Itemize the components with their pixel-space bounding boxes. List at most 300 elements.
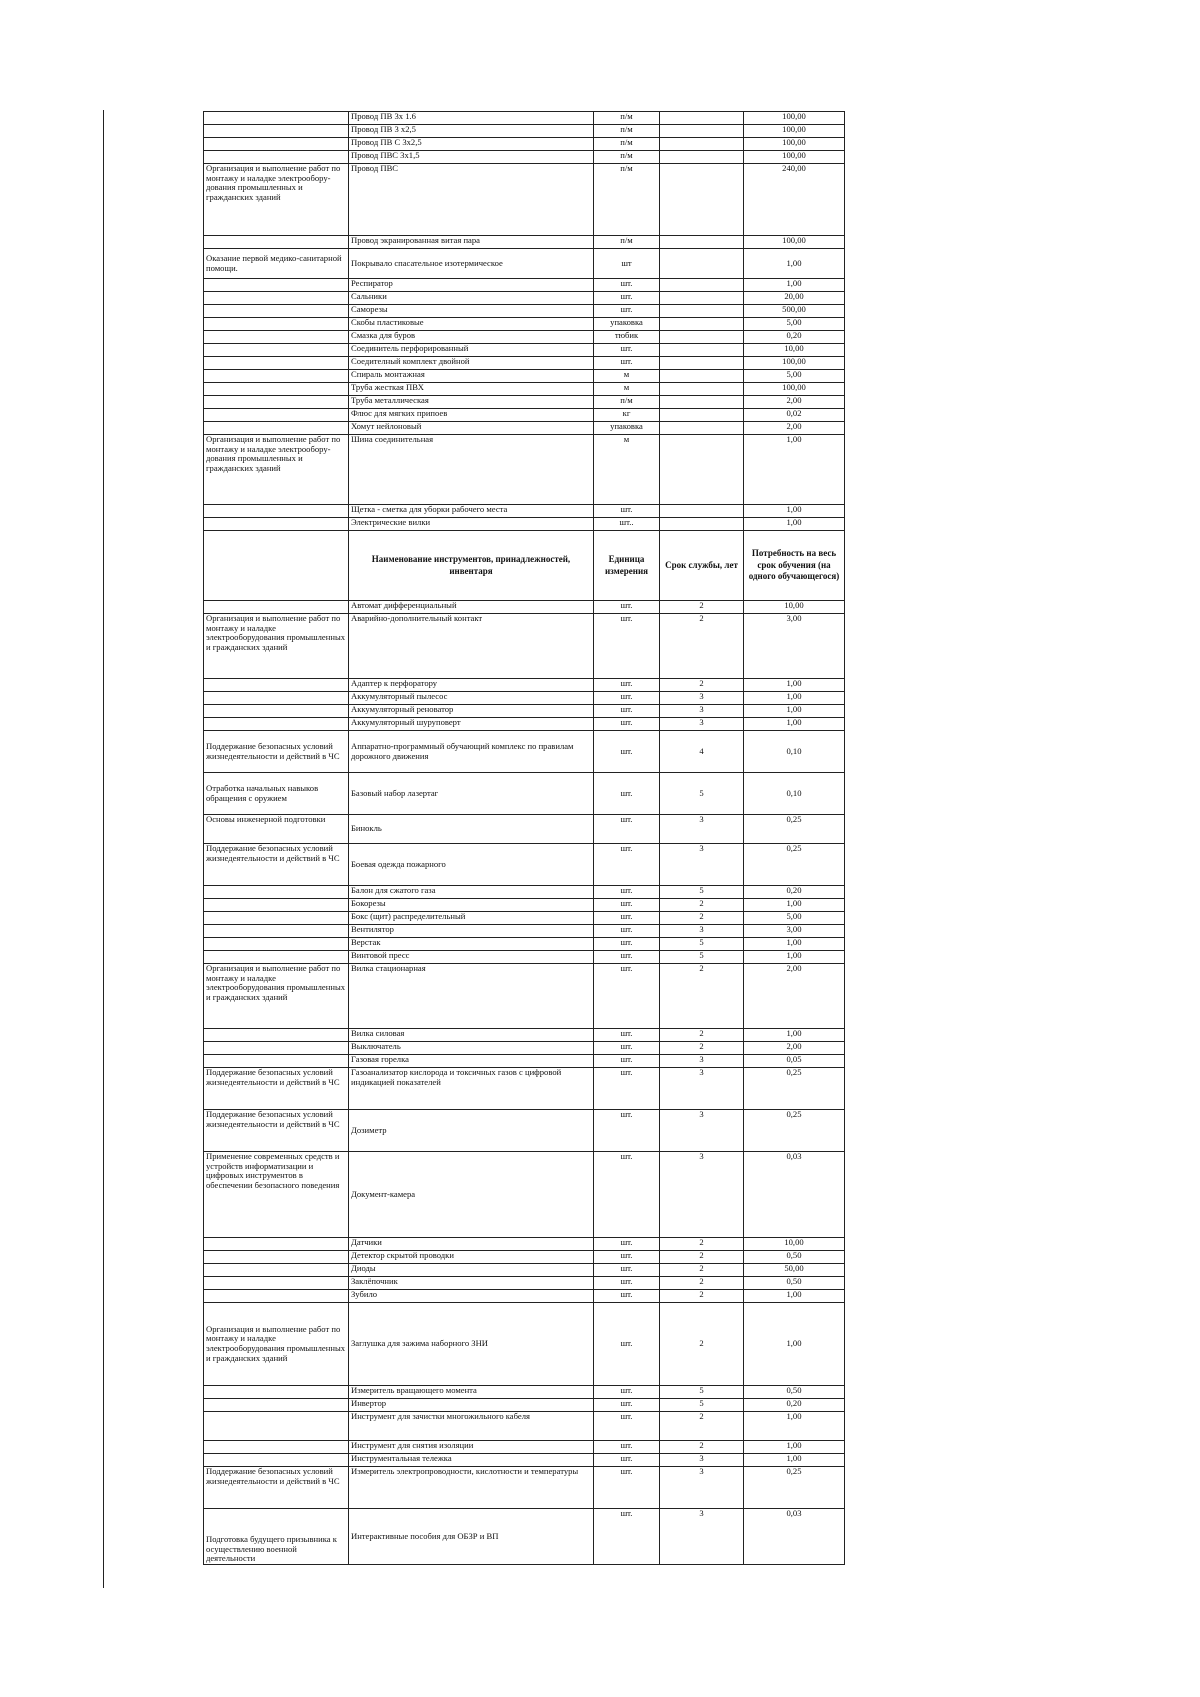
- cell-item-name: Диоды: [349, 1264, 594, 1277]
- cell-service-life: 3: [660, 815, 744, 844]
- table-row: [204, 718, 845, 731]
- cell-unit: шт.: [594, 1467, 660, 1509]
- cell-item-name: Интерактивные пособия для ОБЗР и ВП: [349, 1509, 594, 1565]
- cell-quantity: 0,20: [744, 886, 845, 899]
- page-margin-line: [103, 110, 104, 1588]
- cell-service-life: [660, 318, 744, 331]
- cell-unit: м: [594, 383, 660, 396]
- cell-activity-area: [204, 1290, 349, 1303]
- cell-item-name: Спираль монтажная: [349, 370, 594, 383]
- cell-activity-area: Организация и выполнение работ по монтажу и наладке электрооборудования промышленных и гражданских зданий: [204, 1303, 349, 1386]
- cell-item-name: Аккумуляторный шуруповерт: [349, 718, 594, 731]
- cell-activity-area: [204, 1441, 349, 1454]
- cell-activity-area: Поддержание безопасных условий жизнедеятельности и действий в ЧС: [204, 844, 349, 886]
- cell-quantity: 1,00: [744, 692, 845, 705]
- cell-activity-area: [204, 370, 349, 383]
- cell-unit: шт.: [594, 1399, 660, 1412]
- table-row: [204, 1055, 845, 1068]
- cell-activity-area: [204, 1055, 349, 1068]
- cell-quantity: 0,25: [744, 1110, 845, 1152]
- cell-activity-area: Применение современных средств и устройств информатизации и цифровых инструментов в обеспечении безопасного поведения: [204, 1152, 349, 1238]
- cell-service-life: 2: [660, 1412, 744, 1441]
- cell-item-name: Вилка силовая: [349, 1029, 594, 1042]
- cell-service-life: [660, 435, 744, 505]
- cell-item-name: Документ-камера: [349, 1152, 594, 1238]
- cell-quantity: 0,03: [744, 1509, 845, 1565]
- cell-activity-area: [204, 422, 349, 435]
- cell-activity-area: [204, 409, 349, 422]
- table-row: [204, 601, 845, 614]
- cell-item-name: Бинокль: [349, 815, 594, 844]
- cell-service-life: 3: [660, 692, 744, 705]
- cell-quantity: 1,00: [744, 1412, 845, 1441]
- cell-activity-area: Отработка начальных навыков обращения с оружием: [204, 773, 349, 815]
- cell-unit: п/м: [594, 125, 660, 138]
- cell-quantity: 10,00: [744, 601, 845, 614]
- table-row: [204, 1251, 845, 1264]
- table-row: [204, 1454, 845, 1467]
- cell-service-life: 3: [660, 1454, 744, 1467]
- cell-item-name: Винтовой пресс: [349, 951, 594, 964]
- table-row: [204, 370, 845, 383]
- cell-activity-area: [204, 396, 349, 409]
- cell-quantity: 100,00: [744, 383, 845, 396]
- cell-service-life: 2: [660, 899, 744, 912]
- cell-quantity: 0,50: [744, 1386, 845, 1399]
- cell-activity-area: [204, 331, 349, 344]
- cell-item-name: Вентилятор: [349, 925, 594, 938]
- cell-service-life: 3: [660, 1152, 744, 1238]
- cell-unit: шт.: [594, 899, 660, 912]
- cell-unit: кг: [594, 409, 660, 422]
- cell-quantity: 1,00: [744, 951, 845, 964]
- cell-item-name: Инструментальная тележка: [349, 1454, 594, 1467]
- cell-service-life: 3: [660, 1467, 744, 1509]
- cell-service-life: 5: [660, 951, 744, 964]
- cell-item-name: Соединитель перфорированный: [349, 344, 594, 357]
- table-row: [204, 1441, 845, 1454]
- cell-service-life: [660, 292, 744, 305]
- cell-unit: шт.: [594, 679, 660, 692]
- cell-unit: шт.: [594, 1454, 660, 1467]
- cell-quantity: 0,20: [744, 331, 845, 344]
- table-row: [204, 1029, 845, 1042]
- cell-item-name: Шина соединительная: [349, 435, 594, 505]
- cell-activity-area: [204, 899, 349, 912]
- cell-item-name: Флюс для мягких припоев: [349, 409, 594, 422]
- cell-quantity: 100,00: [744, 125, 845, 138]
- cell-item-name: Выключатель: [349, 1042, 594, 1055]
- table-row: [204, 1509, 845, 1565]
- cell-item-name: Балон для сжатого газа: [349, 886, 594, 899]
- cell-item-name: Аккумуляторный реноватор: [349, 705, 594, 718]
- cell-item-name: Вилка стационарная: [349, 964, 594, 1029]
- cell-quantity: 5,00: [744, 370, 845, 383]
- cell-activity-area: [204, 518, 349, 531]
- table-row: [204, 912, 845, 925]
- cell-activity-area: Организация и выполнение работ по монтажу и наладке электрообору-дования промышленных и гражданских зданий: [204, 435, 349, 505]
- cell-quantity: 1,00: [744, 1441, 845, 1454]
- cell-quantity: 5,00: [744, 912, 845, 925]
- table-header-row: [204, 531, 845, 601]
- cell-activity-area: [204, 692, 349, 705]
- cell-activity-area: Поддержание безопасных условий жизнедеятельности и действий в ЧС: [204, 1110, 349, 1152]
- cell-unit: шт.: [594, 1509, 660, 1565]
- cell-unit: шт: [594, 249, 660, 279]
- cell-quantity: 1,00: [744, 279, 845, 292]
- cell-service-life: [660, 164, 744, 236]
- cell-activity-area: [204, 718, 349, 731]
- cell-activity-area: [204, 318, 349, 331]
- cell-quantity: 1,00: [744, 899, 845, 912]
- cell-unit: шт.: [594, 938, 660, 951]
- cell-item-name: Измеритель вращающего момента: [349, 1386, 594, 1399]
- cell-service-life: 2: [660, 679, 744, 692]
- cell-service-life: 5: [660, 938, 744, 951]
- cell-quantity: 3,00: [744, 925, 845, 938]
- cell-item-name: Заклёпочник: [349, 1277, 594, 1290]
- table-row: [204, 692, 845, 705]
- cell-quantity: 1,00: [744, 679, 845, 692]
- cell-item-name: Покрывало спасательное изотермическое: [349, 249, 594, 279]
- cell-service-life: [660, 125, 744, 138]
- cell-unit: п/м: [594, 138, 660, 151]
- cell-service-life: 3: [660, 844, 744, 886]
- cell-service-life: 3: [660, 705, 744, 718]
- cell-item-name: Автомат дифференциальный: [349, 601, 594, 614]
- cell-unit: шт.: [594, 614, 660, 679]
- cell-item-name: Провод ПВ С 3х2,5: [349, 138, 594, 151]
- cell-unit: шт.: [594, 815, 660, 844]
- cell-unit: шт.: [594, 357, 660, 370]
- cell-unit: шт.: [594, 951, 660, 964]
- table-row: [204, 249, 845, 279]
- cell-quantity: 0,02: [744, 409, 845, 422]
- cell-activity-area: [204, 1251, 349, 1264]
- cell-item-name: Респиратор: [349, 279, 594, 292]
- cell-activity-area: [204, 1277, 349, 1290]
- cell-unit: п/м: [594, 112, 660, 125]
- cell-unit: п/м: [594, 396, 660, 409]
- cell-activity-area: [204, 679, 349, 692]
- cell-quantity: 1,00: [744, 249, 845, 279]
- cell-activity-area: [204, 279, 349, 292]
- cell-service-life: 3: [660, 718, 744, 731]
- cell-activity-area: Организация и выполнение работ по монтажу и наладке электрообору-дования промышленных и гражданских зданий: [204, 164, 349, 236]
- cell-unit: шт.: [594, 1068, 660, 1110]
- cell-service-life: [660, 344, 744, 357]
- cell-unit: шт..: [594, 518, 660, 531]
- cell-quantity: 1,00: [744, 1029, 845, 1042]
- cell-service-life: [660, 151, 744, 164]
- table-row: [204, 236, 845, 249]
- cell-quantity: 1,00: [744, 1303, 845, 1386]
- cell-quantity: 1,00: [744, 1454, 845, 1467]
- cell-quantity: 3,00: [744, 614, 845, 679]
- table-row: [204, 357, 845, 370]
- cell-quantity: 100,00: [744, 138, 845, 151]
- cell-activity-area: [204, 705, 349, 718]
- cell-item-name: Аккумуляторный пылесос: [349, 692, 594, 705]
- table-row: [204, 1110, 845, 1152]
- cell-activity-area: Основы инженерной подготовки: [204, 815, 349, 844]
- cell-quantity: 10,00: [744, 344, 845, 357]
- cell-quantity: 1,00: [744, 1290, 845, 1303]
- cell-quantity: 0,03: [744, 1152, 845, 1238]
- cell-unit: п/м: [594, 236, 660, 249]
- cell-unit: шт.: [594, 912, 660, 925]
- table-row: [204, 951, 845, 964]
- cell-service-life: [660, 331, 744, 344]
- cell-quantity: 100,00: [744, 236, 845, 249]
- table-row: [204, 518, 845, 531]
- cell-unit: шт.: [594, 1055, 660, 1068]
- cell-service-life: [660, 112, 744, 125]
- cell-unit: шт.: [594, 344, 660, 357]
- table-row: [204, 731, 845, 773]
- table-row: [204, 383, 845, 396]
- cell-unit: шт.: [594, 925, 660, 938]
- table-row: [204, 1068, 845, 1110]
- cell-unit: тюбик: [594, 331, 660, 344]
- cell-quantity: 100,00: [744, 112, 845, 125]
- cell-quantity: 2,00: [744, 1042, 845, 1055]
- cell-item-name: Щетка - сметка для уборки рабочего места: [349, 505, 594, 518]
- cell-quantity: 0,20: [744, 1399, 845, 1412]
- cell-activity-area: Поддержание безопасных условий жизнедеятельности и действий в ЧС: [204, 1467, 349, 1509]
- cell-item-name: Провод ПВС: [349, 164, 594, 236]
- cell-item-name: Измеритель электропроводности, кислотности и температуры: [349, 1467, 594, 1509]
- table-row: [204, 815, 845, 844]
- cell-quantity: 2,00: [744, 396, 845, 409]
- table-row: [204, 1303, 845, 1386]
- cell-service-life: 3: [660, 1509, 744, 1565]
- cell-unit: п/м: [594, 151, 660, 164]
- cell-unit: шт.: [594, 1029, 660, 1042]
- cell-unit: шт.: [594, 1152, 660, 1238]
- cell-item-name: Смазка для буров: [349, 331, 594, 344]
- cell-activity-area: Организация и выполнение работ по монтажу и наладке электрооборудования промышленных и гражданских зданий: [204, 614, 349, 679]
- cell-item-name: Газоанализатор кислорода и токсичных газов с цифровой индикацией показателей: [349, 1068, 594, 1110]
- cell-quantity: 0,25: [744, 1467, 845, 1509]
- cell-unit: шт.: [594, 964, 660, 1029]
- table-row: [204, 138, 845, 151]
- cell-service-life: [660, 357, 744, 370]
- table-row: [204, 344, 845, 357]
- cell-unit: шт.: [594, 1290, 660, 1303]
- cell-quantity: 500,00: [744, 305, 845, 318]
- cell-item-name: Провод ПВ 3х 1.6: [349, 112, 594, 125]
- cell-service-life: 4: [660, 731, 744, 773]
- cell-service-life: [660, 383, 744, 396]
- cell-service-life: 2: [660, 1290, 744, 1303]
- cell-activity-area: [204, 1412, 349, 1441]
- table-row: [204, 1238, 845, 1251]
- cell-item-name: Провод ПВ 3 х2,5: [349, 125, 594, 138]
- cell-service-life: 2: [660, 964, 744, 1029]
- cell-unit: м: [594, 435, 660, 505]
- cell-activity-area: [204, 138, 349, 151]
- cell-unit: шт.: [594, 505, 660, 518]
- cell-service-life: 2: [660, 1042, 744, 1055]
- cell-activity-area: [204, 1454, 349, 1467]
- cell-service-life: 2: [660, 1303, 744, 1386]
- cell-unit: шт.: [594, 1042, 660, 1055]
- cell-activity-area: [204, 1399, 349, 1412]
- table-row: [204, 279, 845, 292]
- cell-item-name: Труба металлическая: [349, 396, 594, 409]
- cell-activity-area: [204, 925, 349, 938]
- cell-quantity: 2,00: [744, 422, 845, 435]
- cell-activity-area: [204, 505, 349, 518]
- cell-quantity: 0,50: [744, 1277, 845, 1290]
- table-row: [204, 112, 845, 125]
- cell-item-name: Саморезы: [349, 305, 594, 318]
- cell-item-name: Соедителный комплект двойной: [349, 357, 594, 370]
- cell-activity-area: [204, 1029, 349, 1042]
- cell-quantity: 100,00: [744, 151, 845, 164]
- cell-item-name: Сальники: [349, 292, 594, 305]
- cell-unit: шт.: [594, 1251, 660, 1264]
- cell-service-life: [660, 236, 744, 249]
- cell-item-name: Аварийно-дополнительный контакт: [349, 614, 594, 679]
- table-row: [204, 422, 845, 435]
- cell-service-life: 5: [660, 1386, 744, 1399]
- cell-item-name: Электрические вилки: [349, 518, 594, 531]
- cell-activity-area: [204, 125, 349, 138]
- cell-service-life: 2: [660, 601, 744, 614]
- table-row: [204, 844, 845, 886]
- cell-quantity: 0,25: [744, 1068, 845, 1110]
- cell-quantity: 1,00: [744, 718, 845, 731]
- cell-activity-area: [204, 1386, 349, 1399]
- header-unit: Единица измерения: [594, 531, 660, 601]
- cell-service-life: 5: [660, 773, 744, 815]
- cell-quantity: 0,05: [744, 1055, 845, 1068]
- table-row: [204, 292, 845, 305]
- cell-item-name: Хомут нейлоновый: [349, 422, 594, 435]
- cell-activity-area: [204, 383, 349, 396]
- cell-unit: м: [594, 370, 660, 383]
- cell-quantity: 1,00: [744, 518, 845, 531]
- table-row: [204, 1264, 845, 1277]
- cell-unit: упаковка: [594, 318, 660, 331]
- table-row: [204, 305, 845, 318]
- cell-activity-area: [204, 1264, 349, 1277]
- cell-unit: шт.: [594, 1303, 660, 1386]
- cell-unit: шт.: [594, 279, 660, 292]
- cell-quantity: 240,00: [744, 164, 845, 236]
- table-row: [204, 679, 845, 692]
- cell-activity-area: [204, 951, 349, 964]
- cell-service-life: 2: [660, 1238, 744, 1251]
- cell-service-life: 3: [660, 1055, 744, 1068]
- cell-service-life: [660, 422, 744, 435]
- table-row: [204, 1467, 845, 1509]
- table-row: [204, 1277, 845, 1290]
- cell-activity-area: [204, 344, 349, 357]
- cell-item-name: Бокорезы: [349, 899, 594, 912]
- table-row: [204, 318, 845, 331]
- cell-activity-area: [204, 292, 349, 305]
- table-row: [204, 886, 845, 899]
- table-row: [204, 1399, 845, 1412]
- table-row: [204, 409, 845, 422]
- cell-activity-area: [204, 938, 349, 951]
- cell-item-name: Датчики: [349, 1238, 594, 1251]
- cell-service-life: [660, 138, 744, 151]
- cell-activity-area: Поддержание безопасных условий жизнедеятельности и действий в ЧС: [204, 1068, 349, 1110]
- cell-unit: шт.: [594, 1110, 660, 1152]
- cell-unit: шт.: [594, 886, 660, 899]
- header-service-life: Срок службы, лет: [660, 531, 744, 601]
- cell-activity-area: Поддержание безопасных условий жизнедеятельности и действий в ЧС: [204, 731, 349, 773]
- cell-service-life: [660, 249, 744, 279]
- cell-quantity: 0,10: [744, 773, 845, 815]
- cell-quantity: 50,00: [744, 1264, 845, 1277]
- cell-service-life: 3: [660, 1068, 744, 1110]
- cell-service-life: 2: [660, 1029, 744, 1042]
- table-row: [204, 925, 845, 938]
- cell-quantity: 20,00: [744, 292, 845, 305]
- cell-activity-area: Оказание первой медико-санитарной помощи.: [204, 249, 349, 279]
- cell-quantity: 0,25: [744, 815, 845, 844]
- cell-quantity: 5,00: [744, 318, 845, 331]
- cell-service-life: 2: [660, 1441, 744, 1454]
- cell-activity-area: [204, 112, 349, 125]
- cell-activity-area: [204, 601, 349, 614]
- cell-quantity: 2,00: [744, 964, 845, 1029]
- cell-activity-area: Организация и выполнение работ по монтажу и наладке электрооборудования промышленных и гражданских зданий: [204, 964, 349, 1029]
- table-row: [204, 435, 845, 505]
- cell-unit: шт.: [594, 601, 660, 614]
- table-row: [204, 773, 845, 815]
- cell-unit: шт.: [594, 292, 660, 305]
- cell-service-life: 5: [660, 886, 744, 899]
- cell-item-name: Газовая горелка: [349, 1055, 594, 1068]
- cell-item-name: Инструмент для снятия изоляции: [349, 1441, 594, 1454]
- cell-item-name: Базовый набор лазертаг: [349, 773, 594, 815]
- cell-item-name: Заглушка для зажима наборного ЗНИ: [349, 1303, 594, 1386]
- cell-quantity: 0,10: [744, 731, 845, 773]
- table-row: [204, 505, 845, 518]
- cell-quantity: 1,00: [744, 938, 845, 951]
- header-item-name: Наименование инструментов, принадлежностей, инвентаря: [349, 531, 594, 601]
- header-quantity: Потребность на весь срок обучения (на одного обучающегося): [744, 531, 845, 601]
- cell-item-name: Инвертор: [349, 1399, 594, 1412]
- cell-unit: шт.: [594, 1238, 660, 1251]
- cell-activity-area: [204, 1042, 349, 1055]
- cell-activity-area: [204, 1238, 349, 1251]
- cell-quantity: 1,00: [744, 705, 845, 718]
- cell-unit: шт.: [594, 773, 660, 815]
- cell-service-life: [660, 518, 744, 531]
- cell-unit: шт.: [594, 731, 660, 773]
- table-row: [204, 151, 845, 164]
- cell-item-name: Дозиметр: [349, 1110, 594, 1152]
- cell-unit: шт.: [594, 1277, 660, 1290]
- table-row: [204, 614, 845, 679]
- cell-unit: шт.: [594, 692, 660, 705]
- cell-unit: шт.: [594, 305, 660, 318]
- cell-service-life: [660, 409, 744, 422]
- cell-item-name: Детектор скрытой проводки: [349, 1251, 594, 1264]
- cell-service-life: [660, 505, 744, 518]
- equipment-table: [203, 111, 845, 1565]
- cell-service-life: 2: [660, 1264, 744, 1277]
- cell-unit: упаковка: [594, 422, 660, 435]
- cell-item-name: Верстак: [349, 938, 594, 951]
